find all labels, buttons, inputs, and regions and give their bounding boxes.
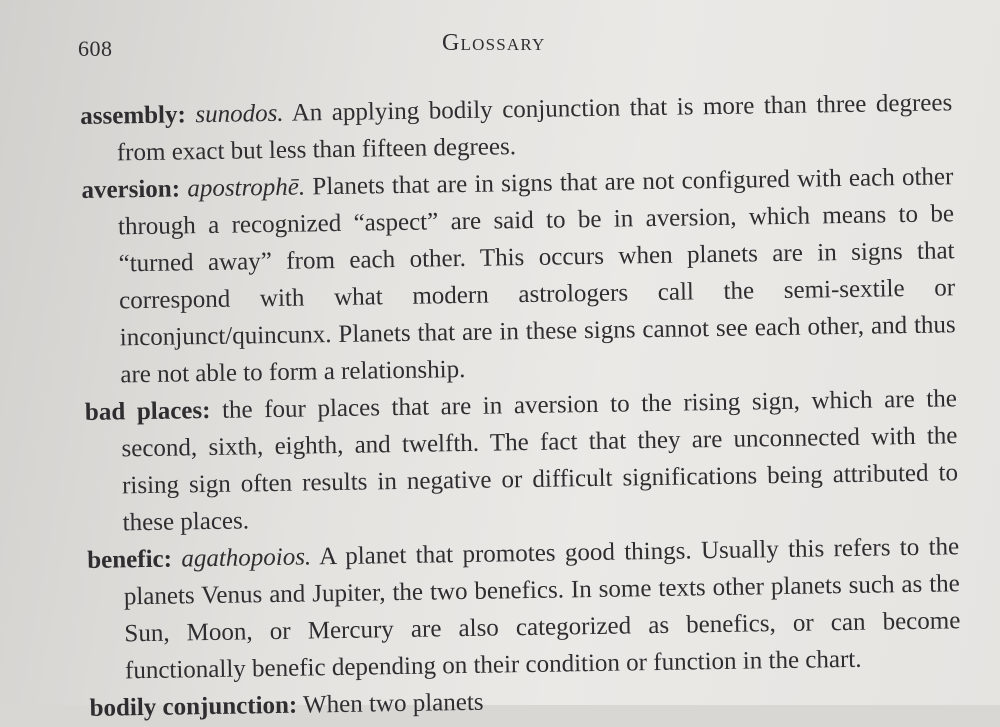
entry-definition: When two planets bbox=[302, 688, 484, 719]
glossary-entry-bad-places bbox=[85, 380, 959, 542]
entry-greek-term: apostrophē. bbox=[187, 173, 306, 203]
entry-term: aversion: bbox=[81, 175, 181, 204]
entry-definition: Planets that are in signs that are not configured with each other through a recognized “aspect” are said to be in aversion, which means to be “turned away” from each other. This occurs when planets are in signs that correspond with what modern astrologers call the semi-sextile or inconjunct/quincunx. Planets that are in these signs cannot see each other, and thus are not able to form a relationship. bbox=[117, 163, 956, 389]
entry-term: bodily conjunction: bbox=[89, 691, 298, 722]
entry-greek-term: agathopoios. bbox=[181, 543, 312, 573]
entry-term: assembly: bbox=[80, 101, 187, 130]
entry-definition: the four places that are in aversion to the rising sign, which are the second, sixth, eighth, and twelfth. The fact that they are unconnected with the rising sign often results in negative or difficult significations being attributed to these places. bbox=[121, 385, 959, 537]
glossary-entries bbox=[80, 84, 962, 720]
entry-definition: A planet that promotes good things. Usually this refers to the planets Venus and Jupiter, the two benefics. In some texts other planets such as the Sun, Moon, or Mercury are also categorized as benefics, or can become functionally benefic depending on their condition or function in the chart. bbox=[123, 533, 961, 685]
glossary-entry-aversion bbox=[81, 158, 956, 394]
page-title: Glossary bbox=[442, 30, 546, 56]
entry-term: benefic: bbox=[87, 545, 173, 574]
glossary-entry-assembly bbox=[80, 84, 953, 172]
entry-term: bad places: bbox=[84, 396, 211, 426]
glossary-entry-benefic bbox=[87, 528, 961, 690]
running-head bbox=[78, 30, 968, 64]
entry-greek-term: sunodos. bbox=[195, 99, 284, 129]
entry-definition: An applying bodily conjunction that is more than three degrees from exact but less than fifteen degrees. bbox=[116, 89, 953, 167]
page-number: 608 bbox=[78, 36, 113, 61]
